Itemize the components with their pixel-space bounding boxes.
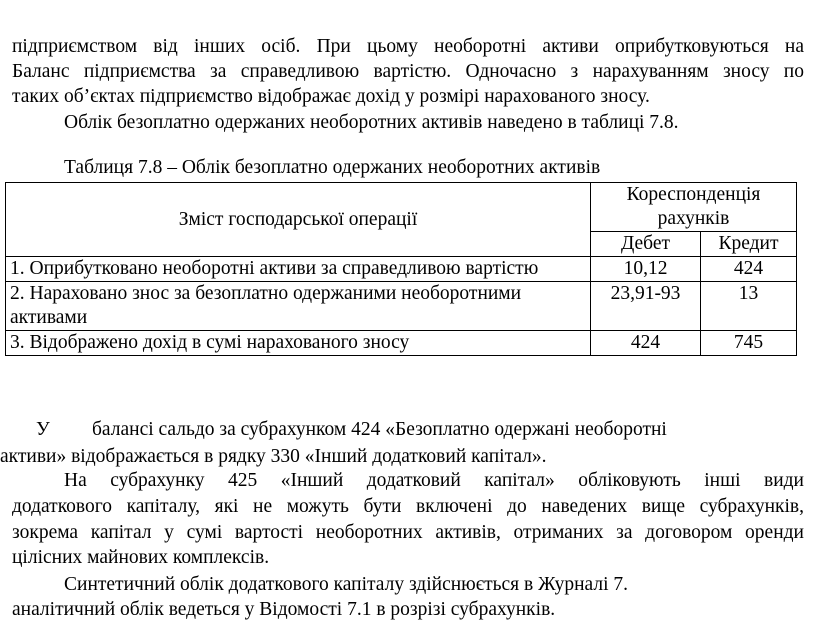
row-operation: 2. Нараховано знос за безоплатно одержаними необоротними активами	[6, 282, 591, 331]
outro-p2-line-2: додаткового капіталу, які не можуть бути включені до наведених вище субрахунків,	[12, 496, 804, 517]
table-header-row	[6, 183, 797, 232]
outro-p2-line-1: На субрахунку 425 «Інший додатковий капітал» обліковують інші види	[64, 470, 804, 491]
header-operation: Зміст господарської операції	[6, 183, 591, 257]
row-credit: 424	[701, 257, 797, 282]
intro-line-1: підприємством від інших осіб. При цьому необоротні активи оприбутковуються на	[12, 36, 804, 57]
row-debit: 10,12	[591, 257, 701, 282]
outro-p1-line-1: балансі сальдо за субрахунком 424 «Безоплатно одержані необоротні	[92, 419, 667, 440]
table-caption: Таблиця 7.8 – Облік безоплатно одержаних необоротних активів	[64, 157, 601, 178]
row-debit: 23,91-93	[591, 282, 701, 331]
header-correspondence: Кореспонденція рахунків	[591, 183, 797, 232]
table-row	[6, 257, 797, 282]
header-credit: Кредит	[701, 232, 797, 257]
outro-p3-line-2: аналітичний облік ведеться у Відомості 7.1 в розрізі субрахунків.	[12, 599, 556, 620]
row-operation: 3. Відображено дохід в сумі нарахованого зносу	[6, 331, 591, 356]
outro-p2-line-4: цілісних майнових комплексів.	[12, 547, 270, 568]
outro-p2-line-3: зокрема капітал у сумі вартості необоротних активів, отриманих за договором оренди	[12, 522, 804, 543]
intro-line-2: Баланс підприємства за справедливою вартістю. Одночасно з нарахуванням зносу по	[12, 61, 804, 82]
accounting-table	[5, 182, 797, 356]
row-credit: 13	[701, 282, 797, 331]
outro-p1-line-2: активи» відображається в рядку 330 «Інший додатковий капітал».	[0, 446, 547, 467]
row-credit: 745	[701, 331, 797, 356]
intro-line-3: таких об’єктах підприємство відображає дохід у розмірі нарахованого зносу.	[12, 86, 650, 107]
outro-p1-first-word: У	[36, 419, 50, 440]
table-row	[6, 282, 797, 331]
row-operation: 1. Оприбутковано необоротні активи за справедливою вартістю	[6, 257, 591, 282]
row-debit: 424	[591, 331, 701, 356]
table-row	[6, 331, 797, 356]
intro-line-4: Облік безоплатно одержаних необоротних активів наведено в таблиці 7.8.	[64, 112, 679, 133]
outro-p3-line-1: Синтетичний облік додаткового капіталу здійснюється в Журналі 7.	[64, 574, 629, 595]
header-debit: Дебет	[591, 232, 701, 257]
